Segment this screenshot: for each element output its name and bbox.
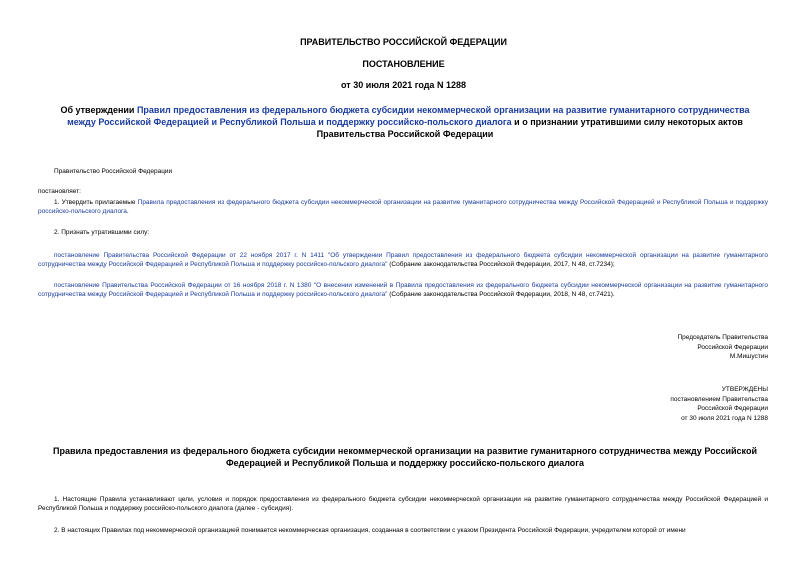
approved-line-1: УТВЕРЖДЕНЫ xyxy=(721,386,768,393)
rules-paragraph-1: 1. Настоящие Правила устанавливают цели, условия и порядок предоставления из федерального бюджета субсидии некоммерческой организации на развитие гуманитарного сотрудничества между Российской Федерацией и Республикой Польша и поддержку российско-польского диалога (далее - субсидия). xyxy=(38,496,768,512)
rules-title: Правила предоставления из федерального бюджета субсидии некоммерческой организации на развитие гуманитарного сотрудничества между Российской Федерацией и Республикой Польша и поддержку российско-польского диалога xyxy=(53,446,757,468)
resolves-text: постановляет: xyxy=(38,188,81,195)
approved-line-3: Российской Федерации xyxy=(697,405,768,412)
repeal-item-1 xyxy=(38,251,768,269)
title-prefix: Об утверждении xyxy=(60,105,137,115)
approved-line-4: от 30 июля 2021 года N 1288 xyxy=(681,414,768,422)
item-1-rules-link[interactable]: Правила предоставления из федерального бюджета субсидии некоммерческой организации на развитие гуманитарного сотрудничества между Российской Федерацией и Республикой Польша и поддержку российско-польского диалога xyxy=(38,199,768,215)
approved-line-2: постановлением Правительства xyxy=(670,395,768,403)
item-1 xyxy=(38,198,768,216)
item-2: 2. Признать утратившими силу: xyxy=(54,229,150,236)
signature-line-1: Председатель Правительства xyxy=(677,334,768,341)
signature-line-2: Российской Федерации xyxy=(697,343,768,351)
item-1-suffix: . xyxy=(126,208,129,215)
repeal-1-link[interactable]: постановление Правительства Российской Федерации от 22 ноября 2017 г. N 1411 "Об утверждении Правил предоставления из федерального бюджета субсидии некоммерческой организации на развитие гуманитарного сотрудничества между Российской Федерацией и Республикой Польша и поддержку российско-польского диалога" xyxy=(38,252,768,268)
intro-text: Правительство Российской Федерации xyxy=(54,168,173,175)
repeal-1-suffix: (Собрание законодательства Российской Федерации, 2017, N 48, ст.7234); xyxy=(387,261,615,268)
title-suffix: и о признании утратившими силу некоторых актов Правительства Российской Федерации xyxy=(316,117,743,139)
document-date-number: от 30 июля 2021 года N 1288 xyxy=(341,80,466,90)
repeal-2-suffix: (Собрание законодательства Российской Федерации, 2018, N 48, ст.7421). xyxy=(387,291,615,298)
document-type: ПОСТАНОВЛЕНИЕ xyxy=(362,59,445,69)
document-title xyxy=(50,104,760,140)
rules-paragraph-2: 2. В настоящих Правилах под некоммерческой организацией понимается некоммерческая организация, созданная в соответствии с указом Президента Российской Федерации, учредителем которой от имени xyxy=(54,527,686,534)
title-rules-link[interactable]: Правил предоставления из федерального бюджета субсидии некоммерческой организации на развитие гуманитарного сотрудничества между Российской Федерацией и Республикой Польша и поддержку российско-польского диалога xyxy=(67,105,750,127)
government-heading: ПРАВИТЕЛЬСТВО РОССИЙСКОЙ ФЕДЕРАЦИИ xyxy=(300,37,507,47)
repeal-item-2 xyxy=(38,281,768,299)
repeal-2-link[interactable]: постановление Правительства Российской Федерации от 16 ноября 2018 г. N 1380 "О внесении изменений в Правила предоставления из федерального бюджета субсидии некоммерческой организации на развитие гуманитарного сотрудничества между Российской Федерацией и Республикой Польша и поддержку российско-польского диалога" xyxy=(38,282,768,298)
approved-block xyxy=(568,385,768,423)
signature-line-3: М.Мишустин xyxy=(729,353,768,360)
item-1-prefix: 1. Утвердить прилагаемые xyxy=(54,199,138,206)
signature-block xyxy=(568,333,768,362)
